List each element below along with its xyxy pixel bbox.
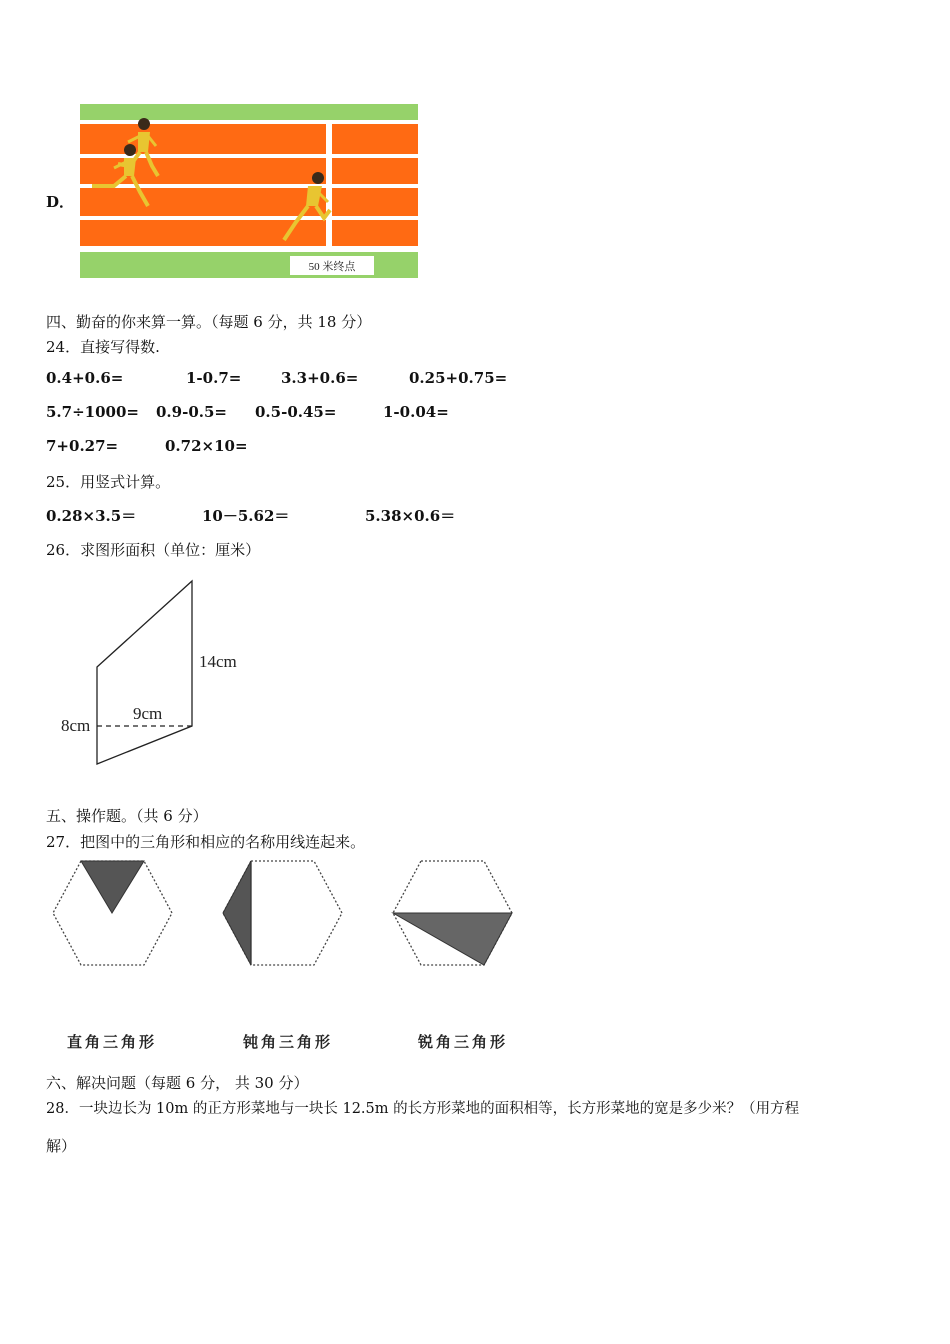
- q25-item: 10－5.62＝: [202, 507, 290, 525]
- q24-item: 0.72×10=: [165, 437, 248, 455]
- label-8cm: 8cm: [61, 716, 91, 735]
- section4-heading: 四、勤奋的你来算一算。（每题 6 分，共 18 分）: [46, 313, 372, 331]
- q24-item: 1-0.7=: [186, 369, 242, 387]
- q24-item: 7+0.27=: [46, 437, 119, 455]
- option-d-label: D．: [46, 193, 75, 211]
- hexagon-figure-1: [50, 858, 175, 970]
- q24-item: 5.7÷1000=: [46, 403, 139, 421]
- q24-item: 3.3+0.6=: [281, 369, 359, 387]
- hexagon-figure-2: [220, 858, 345, 970]
- section6-heading: 六、解决问题（每题 6 分， 共 30 分）: [46, 1074, 309, 1092]
- q27-title: 27．把图中的三角形和相应的名称用线连起来。: [46, 833, 366, 851]
- q25-title: 25．用竖式计算。: [46, 473, 171, 491]
- q24-item: 0.4+0.6=: [46, 369, 124, 387]
- triangle-name-obtuse: 钝角三角形: [243, 1033, 334, 1051]
- running-track-image: [78, 102, 420, 280]
- trapezoid-figure: [55, 575, 265, 775]
- q28-text-line2: 解）: [46, 1137, 77, 1155]
- finish-line-label: 50 米终点: [308, 261, 356, 273]
- q25-item: 0.28×3.5＝: [46, 507, 137, 525]
- q24-title: 24．直接写得数.: [46, 338, 160, 356]
- hexagon-figure-3: [390, 858, 515, 970]
- q24-item: 1-0.04=: [383, 403, 449, 421]
- q25-item: 5.38×0.6＝: [365, 507, 456, 525]
- q24-item: 0.25+0.75=: [409, 369, 508, 387]
- triangle-name-right: 直角三角形: [67, 1033, 158, 1051]
- q24-item: 0.5-0.45=: [255, 403, 337, 421]
- section5-heading: 五、操作题。（共 6 分）: [46, 807, 208, 825]
- q28-text-line1: 28．一块边长为 10m 的正方形菜地与一块长 12.5m 的长方形菜地的面积相等，长方形菜地的宽是多少米？（用方程: [46, 1101, 800, 1117]
- q24-item: 0.9-0.5=: [156, 403, 227, 421]
- q26-title: 26．求图形面积（单位：厘米）: [46, 541, 261, 559]
- triangle-name-acute: 锐角三角形: [418, 1033, 509, 1051]
- label-9cm: 9cm: [133, 704, 163, 723]
- label-14cm: 14cm: [199, 652, 237, 671]
